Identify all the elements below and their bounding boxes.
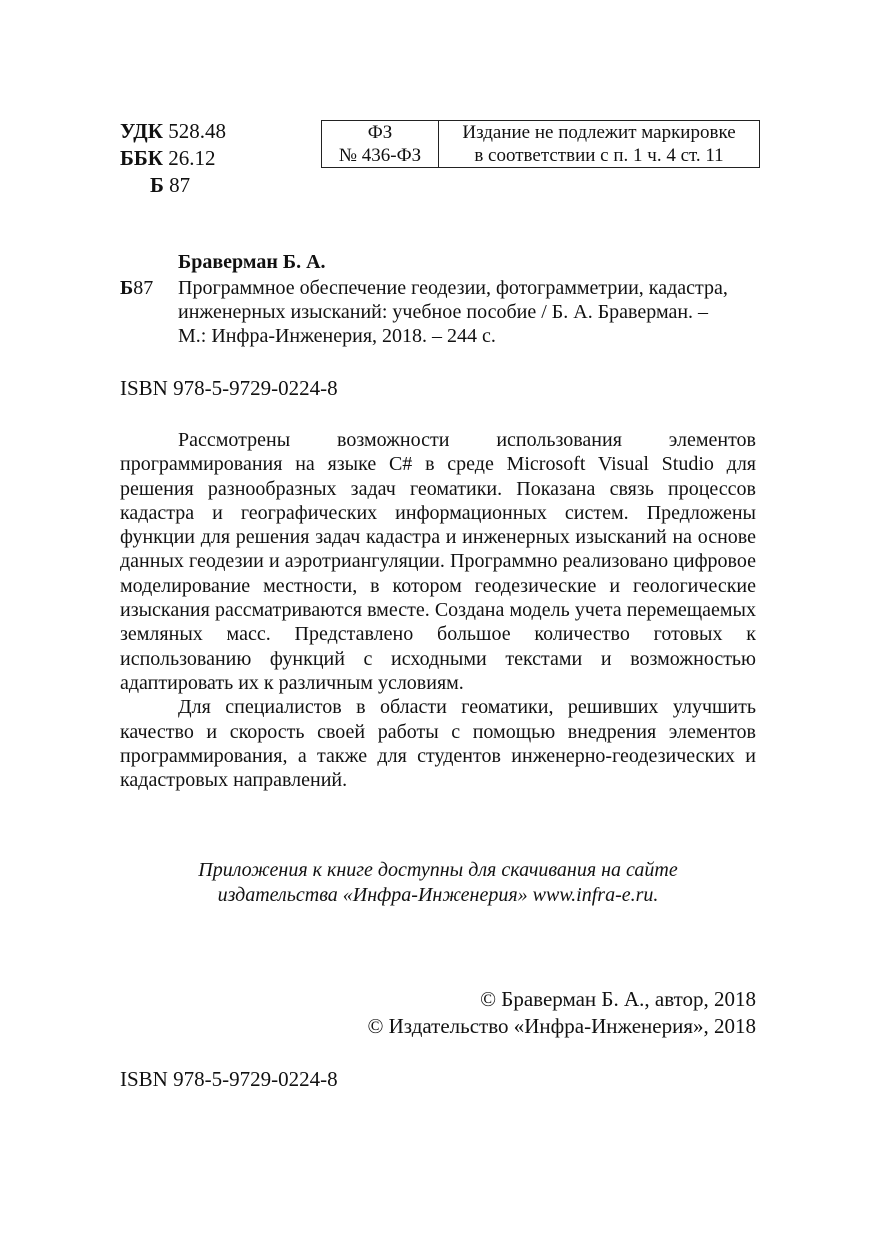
- author-sign: Б 87: [150, 173, 191, 197]
- udk-code: УДК 528.48: [120, 119, 226, 143]
- fz-marking-note-cell: Издание не подлежит маркировке в соответствии с п. 1 ч. 4 ст. 11: [439, 121, 760, 168]
- abstract-paragraph: Рассмотрены возможности использования элементов программирования на языке С# в среде Microsoft Visual Studio для решения разнообразных задач геоматики. Показана связь процессов кадастра и географических информационных систем. Предложены функции для решения задач кадастра и инженерных изысканий на основе данных геодезии и аэротриангуляции. Программно реализовано цифровое моделирование местности, в котором геодезические и геологические изыскания рассматриваются вместе. Создана модель учета перемещаемых земляных масс. Представлено большое количество готовых к использованию функций с исходными текстами и возможностью адаптировать их к различным условиям.: [120, 429, 756, 694]
- appendix-note: Приложения к книге доступны для скачивания на сайте издательства «Инфра-Инженерия» www.infra-e.ru.: [198, 859, 678, 906]
- abstract-paragraph: Для специалистов в области геоматики, решивших улучшить качество и скорость своей работы с помощью внедрения элементов программирования, а также для студентов инженерно-геодезических и кадастровых направлений.: [120, 696, 756, 792]
- author-heading: Браверман Б. А.: [178, 251, 326, 273]
- fz-law-cell: ФЗ № 436-ФЗ: [322, 121, 439, 168]
- catalog-subtitle-line: инженерных изысканий: учебное пособие / Б. А. Браверман. –: [178, 301, 709, 323]
- catalog-publisher-line: М.: Инфра-Инженерия, 2018. – 244 с.: [178, 325, 496, 347]
- publisher-copyright: © Издательство «Инфра-Инженерия», 2018: [367, 1013, 756, 1038]
- fz-marking-table: [321, 120, 760, 168]
- bbk-code: ББК 26.12: [120, 146, 216, 170]
- isbn-bottom: ISBN 978-5-9729-0224-8: [120, 1067, 338, 1091]
- abstract: [120, 428, 756, 792]
- author-copyright: © Браверман Б. А., автор, 2018: [480, 987, 756, 1011]
- copyright-block: [367, 986, 756, 1039]
- classification-codes: [120, 118, 226, 199]
- isbn-top: ISBN 978-5-9729-0224-8: [120, 376, 338, 400]
- catalog-entry-description: [178, 276, 758, 348]
- catalog-entry-code: Б87: [120, 277, 154, 299]
- catalog-title-line: Программное обеспечение геодезии, фотограмметрии, кадастра,: [178, 277, 728, 299]
